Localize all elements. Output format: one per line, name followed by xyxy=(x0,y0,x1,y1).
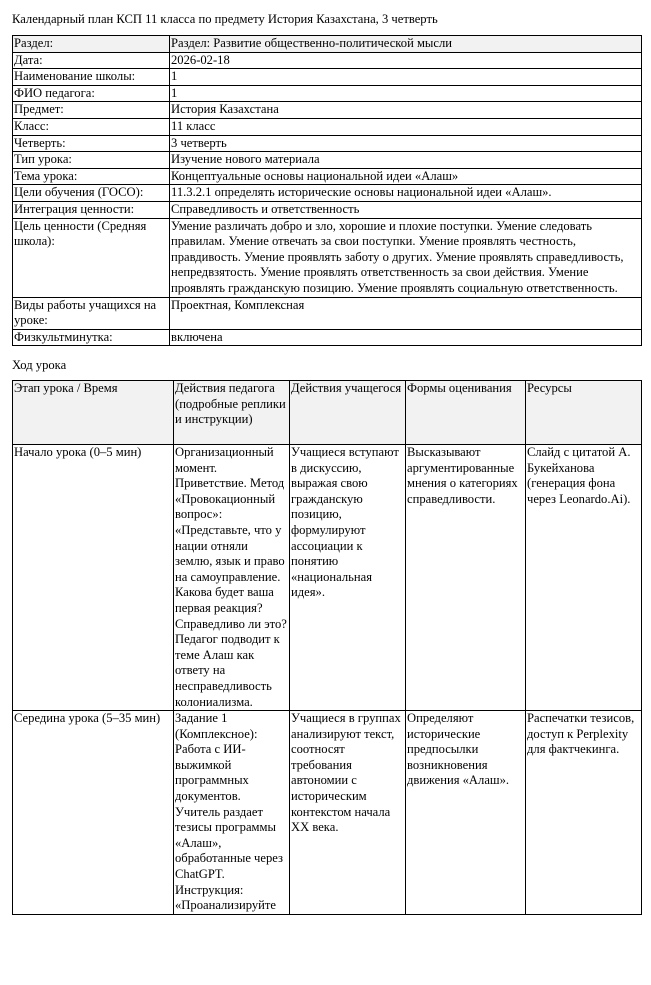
info-value: 11 класс xyxy=(170,118,642,135)
info-label: Раздел: xyxy=(13,36,170,53)
info-value: включена xyxy=(170,329,642,346)
section-title-lesson-process: Ход урока xyxy=(12,358,67,372)
header-resources: Ресурсы xyxy=(526,381,642,445)
process-row-middle xyxy=(13,711,642,915)
cell-teacher-actions: Задание 1 (Комплексное): Работа с ИИ-выжимкой программных документов. Учитель раздает тезисы программы «Алаш», обработанные через ChatGPT. Инструкция: «Проанализируйте xyxy=(174,711,290,915)
cell-resources: Слайд с цитатой А. Букейханова (генерация фона через Leonardo.Ai). xyxy=(526,445,642,711)
info-value: Умение различать добро и зло, хорошие и плохие поступки. Умение следовать правилам. Умение отвечать за свои поступки. Умение проявлять честность, правдивость. Умение проявлять заботу о других. Умение проявлять справедливость, непредвзятость. Умение проявлять ответственность за свои действия. Умение проявлять гражданскую позицию. Умение проявлять социальную ответственность. xyxy=(170,218,642,297)
info-value: Проектная, Комплексная xyxy=(170,297,642,329)
info-row-lesson-type xyxy=(13,152,642,169)
info-row-quarter xyxy=(13,135,642,152)
info-row-value-integration xyxy=(13,201,642,218)
info-value: 2026-02-18 xyxy=(170,52,642,69)
info-row-subject xyxy=(13,102,642,119)
info-value: Справедливость и ответственность xyxy=(170,201,642,218)
header-assessment: Формы оценивания xyxy=(406,381,526,445)
info-label: Наименование школы: xyxy=(13,69,170,86)
info-label: ФИО педагога: xyxy=(13,85,170,102)
info-value: Раздел: Развитие общественно-политической мысли xyxy=(170,36,642,53)
info-value: Изучение нового материала xyxy=(170,152,642,169)
lesson-process-table xyxy=(12,380,642,915)
header-teacher-actions: Действия педагога (подробные реплики и инструкции) xyxy=(174,381,290,445)
info-value: 1 xyxy=(170,69,642,86)
info-row-school xyxy=(13,69,642,86)
info-label: Виды работы учащихся на уроке: xyxy=(13,297,170,329)
info-value: Концептуальные основы национальной идеи «Алаш» xyxy=(170,168,642,185)
info-label: Четверть: xyxy=(13,135,170,152)
info-label: Тип урока: xyxy=(13,152,170,169)
info-label: Класс: xyxy=(13,118,170,135)
info-row-date xyxy=(13,52,642,69)
info-row-topic xyxy=(13,168,642,185)
info-row-physical-break xyxy=(13,329,642,346)
info-row-work-types xyxy=(13,297,642,329)
cell-student-actions: Учащиеся вступают в дискуссию, выражая свою гражданскую позицию, формулируют ассоциации к понятию «национальная идея». xyxy=(290,445,406,711)
info-row-value-goal xyxy=(13,218,642,297)
header-stage: Этап урока / Время xyxy=(13,381,174,445)
info-row-learning-goals xyxy=(13,185,642,202)
header-student-actions: Действия учащегося xyxy=(290,381,406,445)
info-label: Предмет: xyxy=(13,102,170,119)
process-row-beginning xyxy=(13,445,642,711)
cell-student-actions: Учащиеся в группах анализируют текст, соотносят требования автономии с историческим контекстом начала XX века. xyxy=(290,711,406,915)
cell-resources: Распечатки тезисов, доступ к Perplexity для фактчекинга. xyxy=(526,711,642,915)
info-row-grade xyxy=(13,118,642,135)
info-value: 11.3.2.1 определять исторические основы национальной идеи «Алаш». xyxy=(170,185,642,202)
info-label: Дата: xyxy=(13,52,170,69)
cell-assessment: Высказывают аргументированные мнения о категориях справедливости. xyxy=(406,445,526,711)
info-value: История Казахстана xyxy=(170,102,642,119)
info-value: 1 xyxy=(170,85,642,102)
document-title: Календарный план КСП 11 класса по предмету История Казахстана, 3 четверть xyxy=(12,12,438,26)
process-header-row xyxy=(13,381,642,445)
info-label: Цели обучения (ГОСО): xyxy=(13,185,170,202)
cell-teacher-actions: Организационный момент. Приветствие. Метод «Провокационный вопрос»: «Представьте, что у нации отняли землю, язык и право на самоуправление. Какова будет ваша первая реакция? Справедливо ли это? Педагог подводит к теме Алаш как ответу на несправедливость колониализма. xyxy=(174,445,290,711)
cell-stage: Начало урока (0–5 мин) xyxy=(13,445,174,711)
info-label: Тема урока: xyxy=(13,168,170,185)
cell-assessment: Определяют исторические предпосылки возникновения движения «Алаш». xyxy=(406,711,526,915)
cell-stage: Середина урока (5–35 мин) xyxy=(13,711,174,915)
info-row-teacher xyxy=(13,85,642,102)
info-row-section xyxy=(13,36,642,53)
info-label: Интеграция ценности: xyxy=(13,201,170,218)
info-value: 3 четверть xyxy=(170,135,642,152)
info-label: Физкультминутка: xyxy=(13,329,170,346)
info-label: Цель ценности (Средняя школа): xyxy=(13,218,170,297)
lesson-info-table xyxy=(12,35,642,346)
